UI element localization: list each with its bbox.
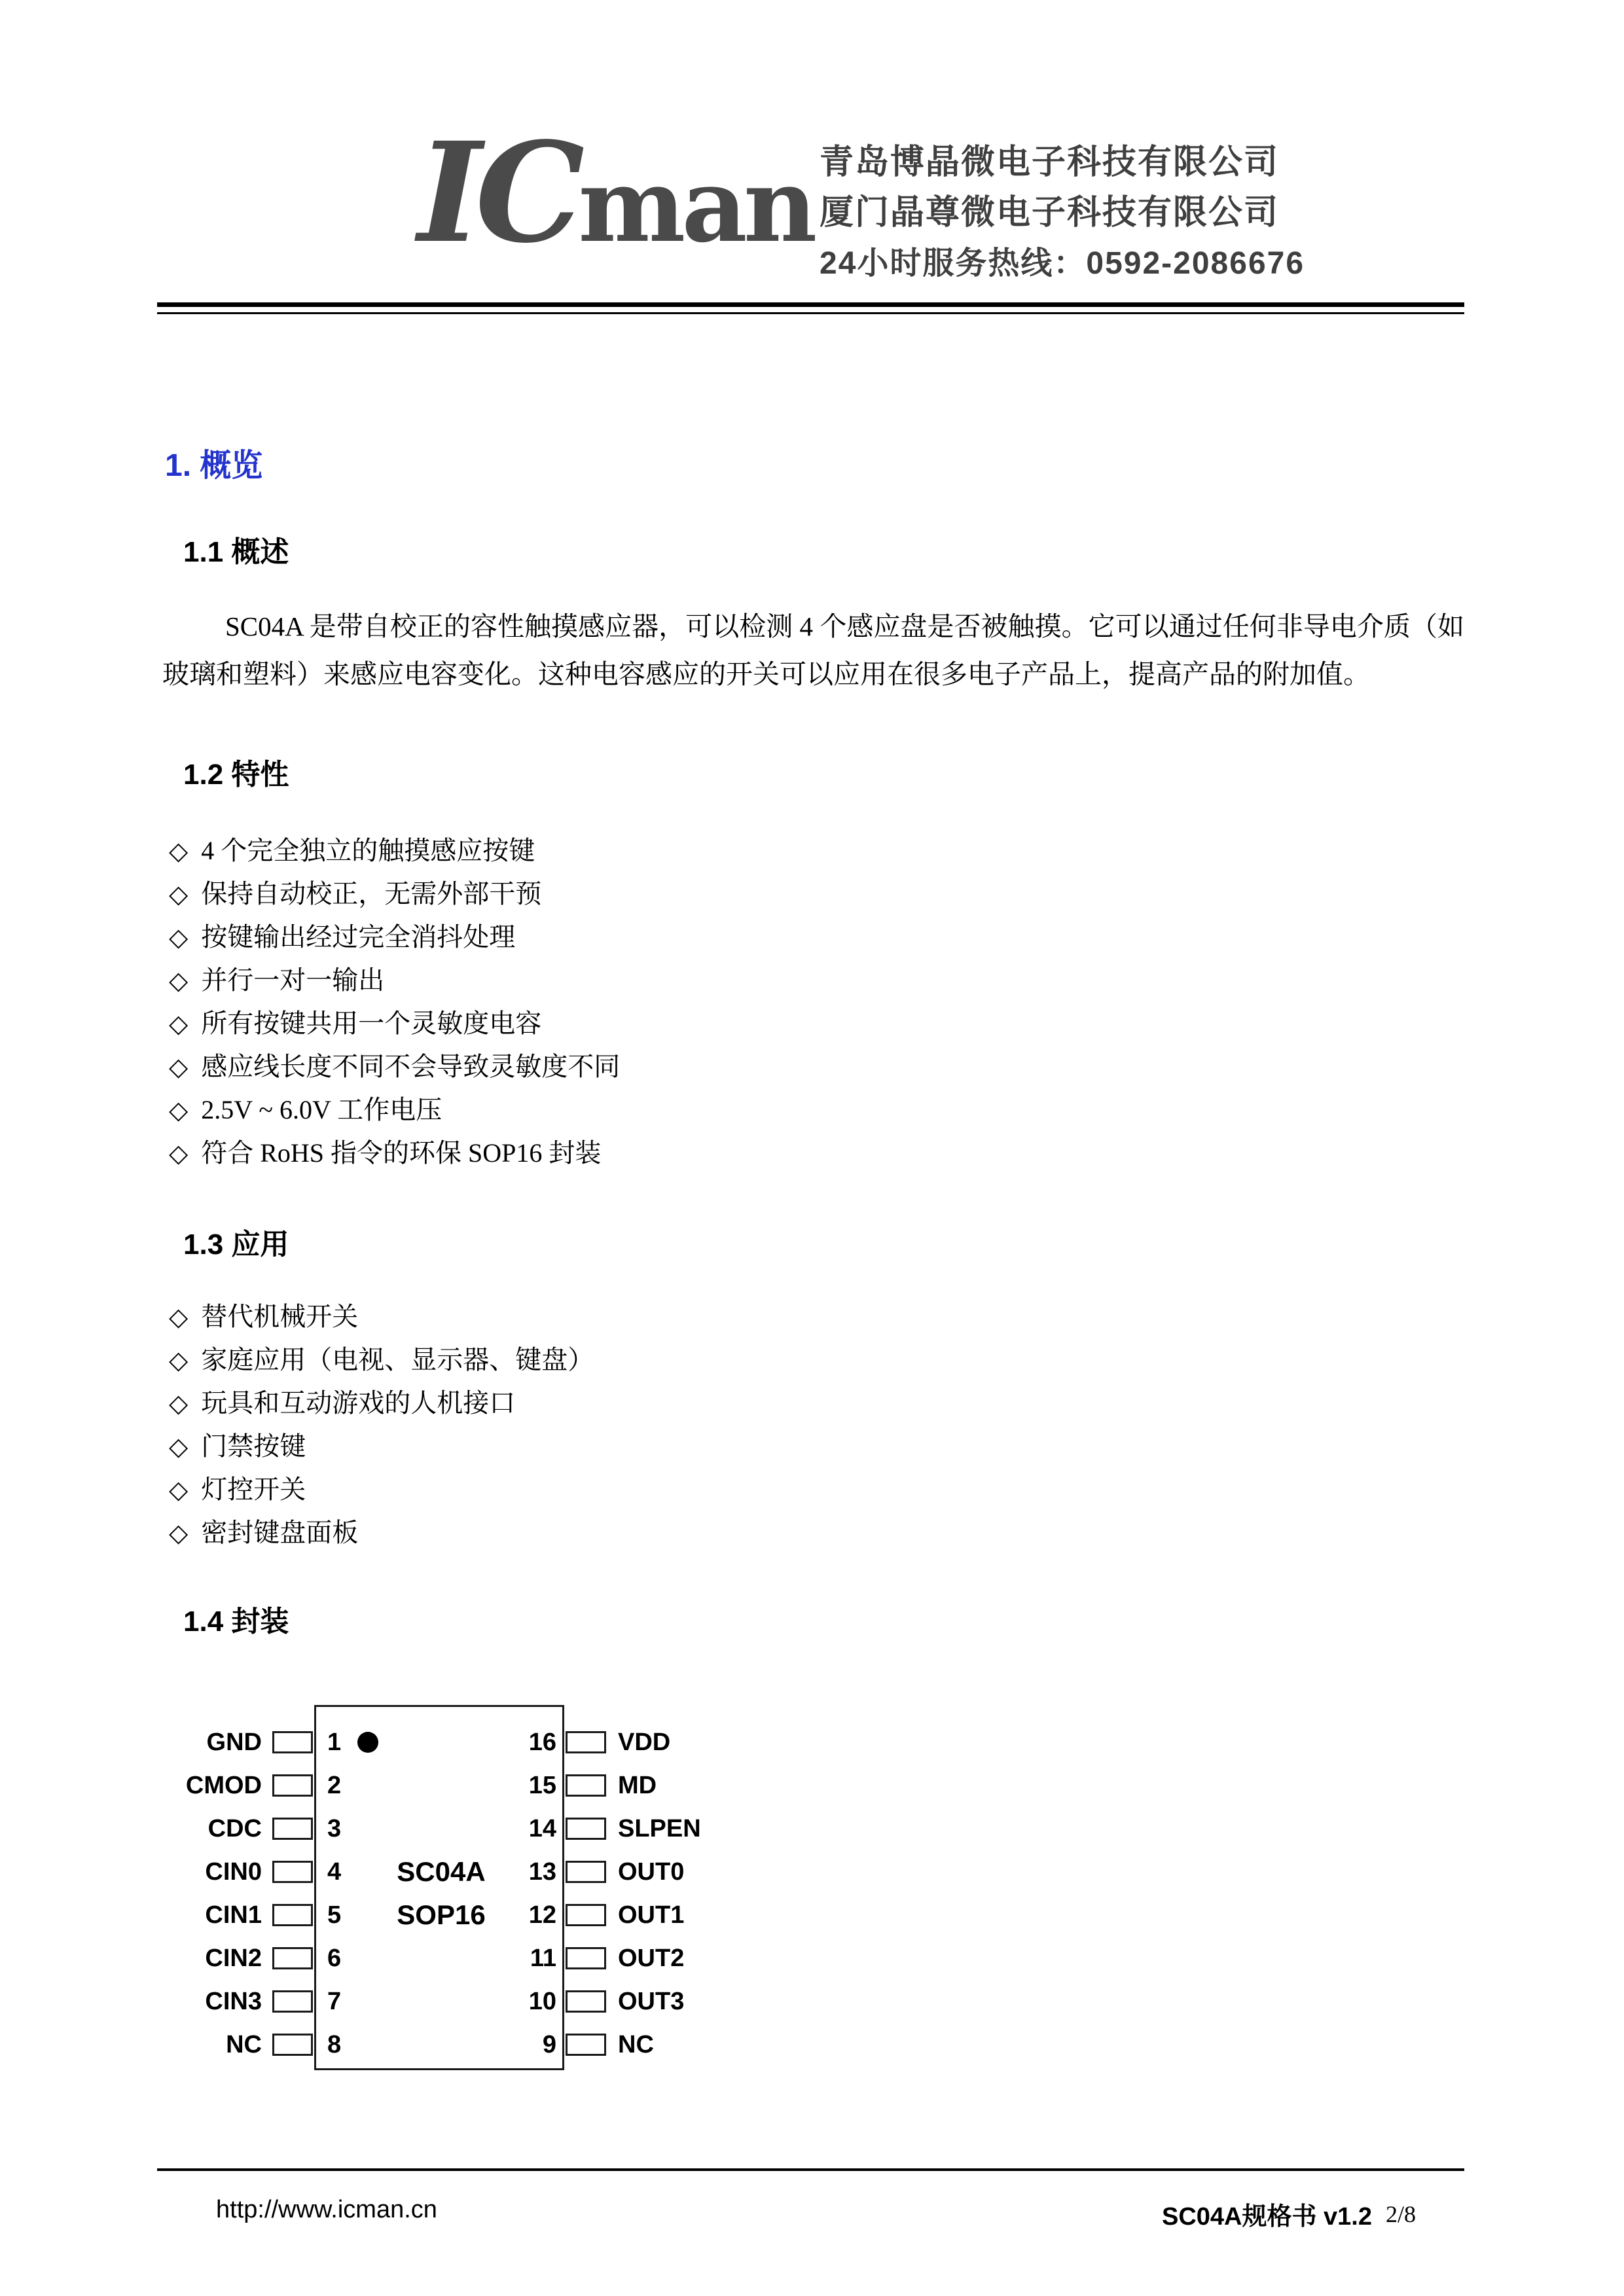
diamond-bullet-icon: ◇ bbox=[169, 836, 189, 865]
pin-stub bbox=[272, 1818, 313, 1840]
feature-text: 符合 RoHS 指令的环保 SOP16 封装 bbox=[201, 1138, 602, 1168]
features-list bbox=[157, 829, 1464, 1175]
chip-name: SC04A bbox=[397, 1856, 486, 1887]
pin-stub bbox=[272, 1861, 313, 1883]
pin-number: 8 bbox=[327, 2031, 342, 2058]
pin-number: 4 bbox=[327, 1858, 342, 1886]
pin-stub bbox=[566, 1774, 606, 1797]
pin-label-cmod: CMOD bbox=[185, 1772, 262, 1799]
pin-stub bbox=[566, 1861, 606, 1883]
feature-item bbox=[157, 829, 1464, 872]
feature-text: 并行一对一输出 bbox=[201, 965, 385, 995]
pin-number: 1 bbox=[327, 1729, 342, 1756]
application-text: 替代机械开关 bbox=[201, 1302, 359, 1331]
feature-text: 4 个完全独立的触摸感应按键 bbox=[201, 836, 535, 865]
feature-text: 所有按键共用一个灵敏度电容 bbox=[201, 1009, 542, 1038]
subsection-title-1-3: 1.3 应用 bbox=[183, 1229, 289, 1261]
chip-body bbox=[314, 1705, 564, 2070]
pin-label-out0: OUT0 bbox=[618, 1858, 685, 1886]
subsection-title-1-2: 1.2 特性 bbox=[183, 759, 289, 791]
diamond-bullet-icon: ◇ bbox=[169, 1346, 189, 1374]
diamond-bullet-icon: ◇ bbox=[169, 1518, 189, 1547]
pin-stub bbox=[566, 2034, 606, 2056]
pin-stub bbox=[272, 1990, 313, 2013]
diamond-bullet-icon: ◇ bbox=[169, 1432, 189, 1461]
feature-item bbox=[157, 1045, 1464, 1088]
pin-stub bbox=[272, 2034, 313, 2056]
chip-package: SOP16 bbox=[397, 1899, 486, 1930]
application-item bbox=[157, 1295, 1464, 1338]
pin-number: 14 bbox=[528, 1815, 556, 1842]
pin-number: 13 bbox=[528, 1858, 556, 1886]
application-text: 灯控开关 bbox=[201, 1475, 306, 1504]
service-hotline: 24小时服务热线：0592-2086676 bbox=[820, 246, 1305, 281]
feature-text: 2.5V ~ 6.0V 工作电压 bbox=[201, 1095, 442, 1124]
feature-item bbox=[157, 916, 1464, 959]
feature-item bbox=[157, 1002, 1464, 1045]
subsection-title-1-4: 1.4 封装 bbox=[183, 1605, 289, 1638]
pin-stub bbox=[566, 1731, 606, 1753]
pin-stub bbox=[272, 1774, 313, 1797]
pin-stub bbox=[272, 1947, 313, 1969]
application-item bbox=[157, 1338, 1464, 1382]
footer-divider bbox=[157, 2168, 1464, 2171]
pin-label-out2: OUT2 bbox=[618, 1945, 685, 1972]
diamond-bullet-icon: ◇ bbox=[169, 1009, 189, 1038]
pin-stub bbox=[272, 1731, 313, 1753]
pin-label-out3: OUT3 bbox=[618, 1988, 685, 2015]
overview-paragraph: SC04A 是带自校正的容性触摸感应器，可以检测 4 个感应盘是否被触摸。它可以通过任何非导电介质（如玻璃和塑料）来感应电容变化。这种电容感应的开关可以应用在很多电子产品上，提高产品的附加值。 bbox=[162, 611, 1464, 689]
pin-stub bbox=[566, 1904, 606, 1926]
content-area bbox=[157, 448, 1464, 1672]
pin-label-cin1: CIN1 bbox=[205, 1901, 262, 1929]
pin-number: 10 bbox=[528, 1988, 556, 2015]
diamond-bullet-icon: ◇ bbox=[169, 1475, 189, 1504]
application-item bbox=[157, 1382, 1464, 1425]
package-diagram bbox=[0, 1698, 1624, 2124]
company-info bbox=[820, 137, 1305, 289]
diamond-bullet-icon: ◇ bbox=[169, 923, 189, 952]
pin-stub bbox=[566, 1990, 606, 2013]
feature-text: 感应线长度不同不会导致灵敏度不同 bbox=[201, 1052, 621, 1081]
feature-item bbox=[157, 1132, 1464, 1175]
footer-doc-title: SC04A规格书 v1.2 bbox=[1161, 2203, 1372, 2231]
application-text: 门禁按键 bbox=[201, 1431, 306, 1461]
application-item bbox=[157, 1511, 1464, 1554]
diamond-bullet-icon: ◇ bbox=[169, 1052, 189, 1081]
pin-number: 12 bbox=[528, 1901, 556, 1929]
pin-number: 11 bbox=[530, 1945, 556, 1972]
company-name-qingdao: 青岛博晶微电子科技有限公司 bbox=[820, 143, 1280, 181]
pin-label-cdc: CDC bbox=[208, 1815, 262, 1842]
pin-label-slpen: SLPEN bbox=[618, 1815, 701, 1842]
diamond-bullet-icon: ◇ bbox=[169, 1389, 189, 1418]
icman-logo bbox=[418, 112, 814, 274]
pin-number: 15 bbox=[528, 1772, 556, 1799]
pin-number: 9 bbox=[542, 2031, 556, 2058]
feature-item bbox=[157, 959, 1464, 1002]
pin-number: 2 bbox=[327, 1772, 342, 1799]
applications-list bbox=[157, 1295, 1464, 1554]
pin-number: 16 bbox=[528, 1729, 556, 1756]
diamond-bullet-icon: ◇ bbox=[169, 880, 189, 908]
application-item bbox=[157, 1468, 1464, 1511]
diamond-bullet-icon: ◇ bbox=[169, 1139, 189, 1168]
subsection-title-1-1: 1.1 概述 bbox=[183, 536, 289, 568]
feature-item bbox=[157, 1088, 1464, 1132]
logo-text-ic: IC bbox=[418, 112, 579, 274]
footer-page-number: 2/8 bbox=[1385, 2201, 1416, 2227]
pin-label-cin0: CIN0 bbox=[205, 1858, 262, 1886]
pin-stub bbox=[272, 1904, 313, 1926]
application-item bbox=[157, 1425, 1464, 1468]
pin-label-gnd: GND bbox=[206, 1729, 262, 1756]
pin-stub bbox=[566, 1947, 606, 1969]
application-text: 密封键盘面板 bbox=[201, 1518, 359, 1547]
pin-number: 3 bbox=[327, 1815, 342, 1842]
pin-number: 6 bbox=[327, 1945, 342, 1972]
logo-text-man: man bbox=[578, 145, 814, 265]
feature-text: 保持自动校正，无需外部干预 bbox=[201, 879, 542, 908]
pin-number: 5 bbox=[327, 1901, 342, 1929]
pin-label-nc-left: NC bbox=[226, 2031, 262, 2058]
pin-label-cin3: CIN3 bbox=[205, 1988, 262, 2015]
company-name-xiamen: 厦门晶尊微电子科技有限公司 bbox=[820, 194, 1280, 232]
header-divider bbox=[157, 302, 1464, 314]
application-text: 家庭应用（电视、显示器、键盘） bbox=[201, 1345, 594, 1374]
diamond-bullet-icon: ◇ bbox=[169, 966, 189, 995]
pin-label-cin2: CIN2 bbox=[205, 1945, 262, 1972]
pin-number: 7 bbox=[327, 1988, 342, 2015]
pin-label-md: MD bbox=[618, 1772, 657, 1799]
feature-text: 按键输出经过完全消抖处理 bbox=[201, 922, 516, 952]
diamond-bullet-icon: ◇ bbox=[169, 1302, 189, 1331]
diamond-bullet-icon: ◇ bbox=[169, 1096, 189, 1124]
pin-label-out1: OUT1 bbox=[618, 1901, 685, 1929]
section-title-overview: 1. 概览 bbox=[165, 448, 263, 483]
feature-item bbox=[157, 872, 1464, 916]
application-text: 玩具和互动游戏的人机接口 bbox=[201, 1388, 516, 1418]
pin-label-vdd: VDD bbox=[618, 1729, 671, 1756]
pin-label-nc-right: NC bbox=[618, 2031, 654, 2058]
footer-website-url: http://www.icman.cn bbox=[216, 2196, 437, 2223]
pin-stub bbox=[566, 1818, 606, 1840]
